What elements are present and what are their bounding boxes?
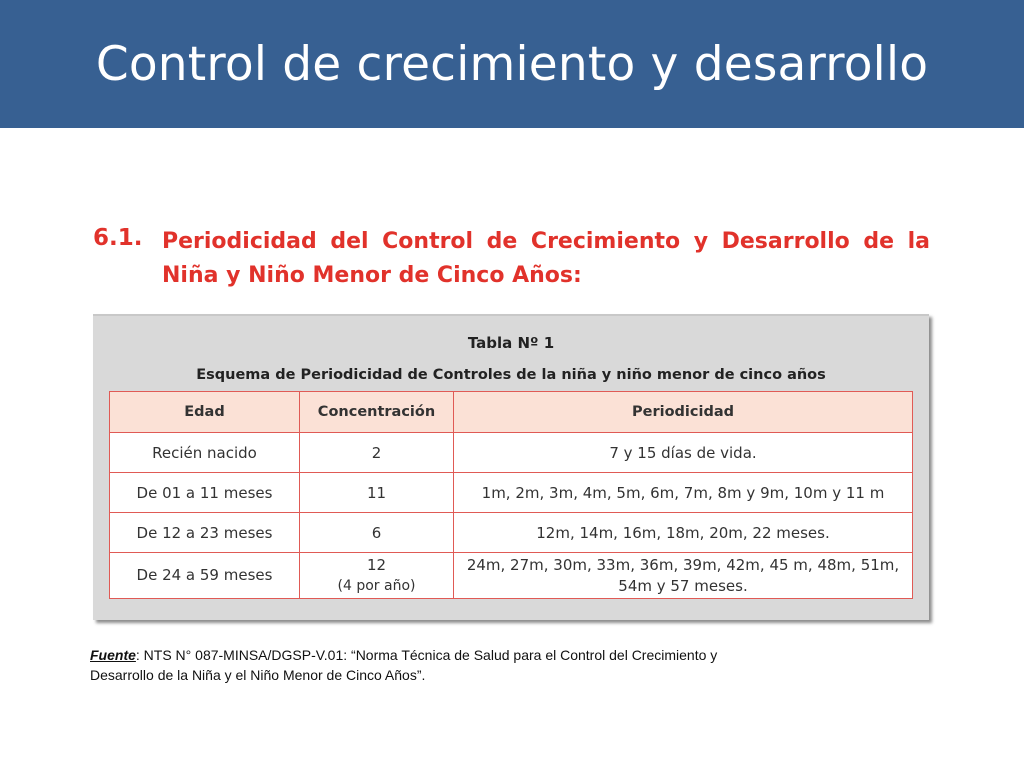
cell-edad: De 24 a 59 meses (110, 553, 300, 599)
header-periodicidad: Periodicidad (454, 392, 913, 433)
table-caption: Esquema de Periodicidad de Controles de la niña y niño menor de cinco años (196, 367, 826, 383)
cell-concentracion: 11 (300, 473, 454, 513)
table-header-row (110, 392, 913, 433)
cell-concentracion-group (300, 553, 454, 599)
cell-concentracion: 6 (300, 513, 454, 553)
header-concentracion: Concentración (300, 392, 454, 433)
section-title: Periodicidad del Control de Crecimiento y Desarrollo de la Niña y Niño Menor de Cinco Años: (162, 229, 930, 288)
cell-edad: De 01 a 11 meses (110, 473, 300, 513)
slide-title: Control de crecimiento y desarrollo (95, 37, 929, 92)
cell-periodicidad: 24m, 27m, 30m, 33m, 36m, 39m, 42m, 45 m, 48m, 51m, 54m y 57 meses. (454, 553, 913, 599)
header-edad: Edad (110, 392, 300, 433)
section-number: 6.1. (93, 225, 143, 251)
table-label: Tabla Nº 1 (467, 334, 555, 352)
cell-concentracion: 2 (300, 433, 454, 473)
schedule-table (109, 391, 913, 599)
cell-edad: Recién nacido (110, 433, 300, 473)
table-row (110, 433, 913, 473)
cell-periodicidad: 7 y 15 días de vida. (454, 433, 913, 473)
table-row (110, 473, 913, 513)
cell-concentracion-note: (4 por año) (337, 577, 416, 594)
source-label: Fuente (90, 647, 136, 663)
cell-periodicidad: 12m, 14m, 16m, 18m, 20m, 22 meses. (454, 513, 913, 553)
cell-edad: De 12 a 23 meses (110, 513, 300, 553)
table-panel (93, 314, 929, 620)
cell-periodicidad: 1m, 2m, 3m, 4m, 5m, 6m, 7m, 8m y 9m, 10m y 11 m (454, 473, 913, 513)
table-row (110, 553, 913, 599)
title-bar (0, 0, 1024, 128)
cell-concentracion: 12 (366, 555, 387, 574)
table-row (110, 513, 913, 553)
source-note (90, 645, 730, 685)
source-text: : NTS N° 087-MINSA/DGSP-V.01: “Norma Técnica de Salud para el Control del Crecimiento y Desarrollo de la Niña y el Niño Menor de Cinco Años”. (90, 647, 718, 683)
